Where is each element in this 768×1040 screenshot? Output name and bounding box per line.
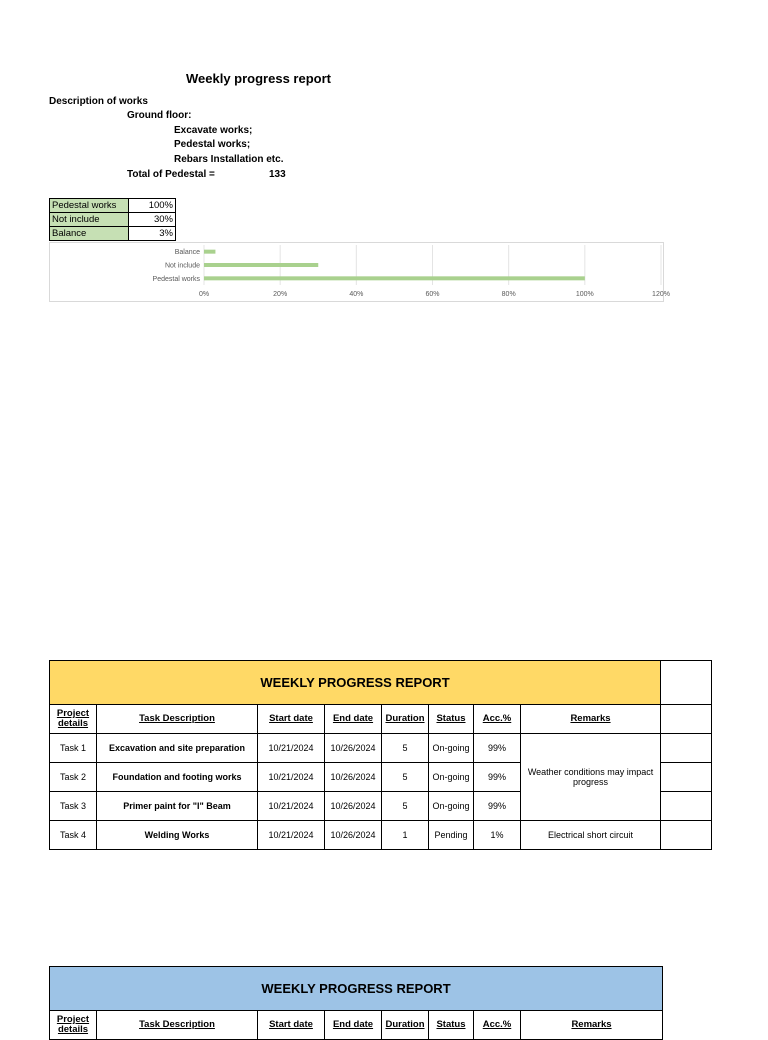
task-id: Task 4: [50, 821, 97, 850]
acc-percent: 99%: [474, 763, 521, 792]
table-row: [50, 821, 712, 850]
floor-label: Ground floor:: [127, 110, 192, 121]
status: Pending: [429, 821, 474, 850]
header-start-date: Start date: [258, 1011, 325, 1040]
total-value: 133: [269, 169, 286, 180]
task-description: Welding Works: [97, 821, 258, 850]
start-date: 10/21/2024: [258, 734, 325, 763]
page-title: Weekly progress report: [186, 71, 331, 86]
header-duration: Duration: [382, 705, 429, 734]
progress-chart-svg: [50, 243, 670, 301]
y-category-label: Pedestal works: [152, 275, 200, 283]
status: On-going: [429, 792, 474, 821]
task-id: Task 3: [50, 792, 97, 821]
status: On-going: [429, 763, 474, 792]
summary-row: [50, 213, 176, 227]
empty-cell: [661, 821, 712, 850]
weekly-report-table-2: [49, 966, 663, 1040]
header-task-description: Task Description: [97, 705, 258, 734]
x-tick-label: 0%: [198, 291, 210, 298]
header-remarks: Remarks: [521, 705, 661, 734]
header-task-description: Task Description: [97, 1011, 258, 1040]
weekly-report-table: [49, 660, 712, 850]
y-category-label: Not include: [164, 262, 200, 270]
header-remarks: Remarks: [521, 1011, 663, 1040]
bar: [204, 250, 215, 254]
summary-row: [50, 199, 176, 213]
work-item: Rebars Installation etc.: [174, 154, 284, 165]
table-row: [50, 734, 712, 763]
total-label: Total of Pedestal =: [127, 169, 215, 180]
acc-percent: 99%: [474, 792, 521, 821]
x-tick-label: 40%: [349, 291, 364, 298]
summary-label: Balance: [50, 227, 129, 241]
duration: 5: [382, 734, 429, 763]
x-tick-label: 80%: [501, 291, 516, 298]
header-start-date: Start date: [258, 705, 325, 734]
summary-table: [49, 198, 176, 241]
task-description: Primer paint for "I" Beam: [97, 792, 258, 821]
empty-cell: [661, 792, 712, 821]
start-date: 10/21/2024: [258, 792, 325, 821]
task-id: Task 1: [50, 734, 97, 763]
acc-percent: 99%: [474, 734, 521, 763]
remarks: Electrical short circuit: [521, 821, 661, 850]
header-acc: Acc.%: [474, 705, 521, 734]
duration: 5: [382, 763, 429, 792]
work-item: Excavate works;: [174, 125, 253, 136]
end-date: 10/26/2024: [325, 763, 382, 792]
end-date: 10/26/2024: [325, 734, 382, 763]
y-category-label: Balance: [174, 249, 200, 257]
report-title: WEEKLY PROGRESS REPORT: [50, 967, 663, 1011]
summary-value: 100%: [129, 199, 176, 213]
report-title: WEEKLY PROGRESS REPORT: [50, 661, 661, 705]
acc-percent: 1%: [474, 821, 521, 850]
header-end-date: End date: [325, 1011, 382, 1040]
bar: [204, 263, 318, 267]
header-end-date: End date: [325, 705, 382, 734]
work-item: Pedestal works;: [174, 139, 251, 150]
header-project-details: Project details: [50, 1011, 97, 1040]
summary-row: [50, 227, 176, 241]
empty-cell: [661, 734, 712, 763]
empty-cell: [661, 705, 712, 734]
bar: [204, 276, 585, 280]
duration: 1: [382, 821, 429, 850]
x-tick-label: 120%: [652, 291, 670, 298]
progress-chart: [49, 242, 670, 302]
summary-value: 30%: [129, 213, 176, 227]
header-duration: Duration: [382, 1011, 429, 1040]
task-id: Task 2: [50, 763, 97, 792]
x-tick-label: 60%: [425, 291, 440, 298]
status: On-going: [429, 734, 474, 763]
summary-value: 3%: [129, 227, 176, 241]
x-tick-label: 20%: [273, 291, 288, 298]
empty-cell: [661, 763, 712, 792]
end-date: 10/26/2024: [325, 792, 382, 821]
start-date: 10/21/2024: [258, 763, 325, 792]
summary-label: Pedestal works: [50, 199, 129, 213]
task-description: Foundation and footing works: [97, 763, 258, 792]
empty-cell: [661, 661, 712, 705]
summary-label: Not include: [50, 213, 129, 227]
start-date: 10/21/2024: [258, 821, 325, 850]
remarks-merged: Weather conditions may impact progress: [521, 734, 661, 821]
duration: 5: [382, 792, 429, 821]
header-project-details: Project details: [50, 705, 97, 734]
header-status: Status: [429, 705, 474, 734]
description-label: Description of works: [49, 96, 148, 107]
end-date: 10/26/2024: [325, 821, 382, 850]
task-description: Excavation and site preparation: [97, 734, 258, 763]
x-tick-label: 100%: [575, 291, 594, 298]
header-acc: Acc.%: [474, 1011, 521, 1040]
header-status: Status: [429, 1011, 474, 1040]
